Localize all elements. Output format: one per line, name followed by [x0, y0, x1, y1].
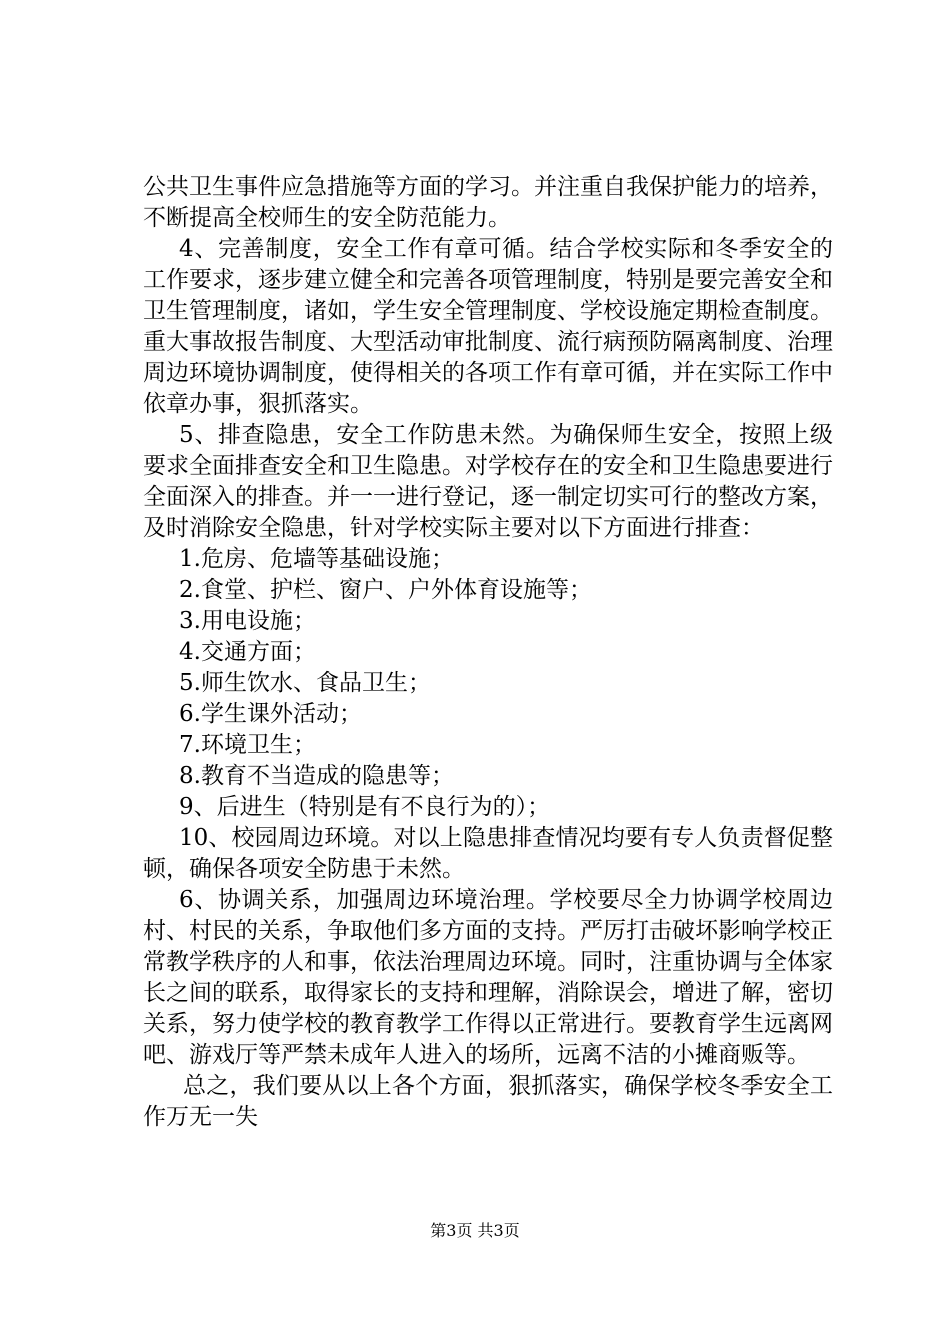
document-body — [143, 172, 833, 1133]
check-item-9: 9、后进生（特别是有不良行为的）； — [179, 794, 551, 820]
check-item-8: 8.教育不当造成的隐患等； — [179, 763, 454, 789]
page-number-footer: 第3页 共3页 — [430, 1221, 520, 1240]
paragraph-item-4: 4、完善制度，安全工作有章可循。结合学校实际和冬季安全的工作要求，逐步建立健全和完善各项管理制度，特别是要完善安全和卫生管理制度，诸如，学生安全管理制度、学校设施定期检查制度。重大事故报告制度、大型活动审批制度、流行病预防隔离制度、治理周边环境协调制度，使得相关的各项工作有章可循，并在实际工作中依章办事，狠抓落实。 — [143, 236, 833, 417]
check-item-1: 1.危房、危墙等基础设施； — [179, 546, 454, 572]
check-item-2: 2.食堂、护栏、窗户、户外体育设施等； — [179, 577, 592, 603]
paragraph-continuation: 公共卫生事件应急措施等方面的学习。并注重自我保护能力的培养，不断提高全校师生的安全防范能力。 — [143, 174, 833, 231]
check-item-6: 6.学生课外活动； — [179, 701, 362, 727]
check-item-7: 7.环境卫生； — [179, 732, 316, 758]
paragraph-item-5: 5、排查隐患，安全工作防患未然。为确保师生安全，按照上级要求全面排查安全和卫生隐患。对学校存在的安全和卫生隐患要进行全面深入的排查。并一一进行登记，逐一制定切实可行的整改方案，及时消除安全隐患，针对学校实际主要对以下方面进行排查： — [143, 422, 833, 541]
paragraph-item-6: 6、协调关系，加强周边环境治理。学校要尽全力协调学校周边村、村民的关系，争取他们多方面的支持。严厉打击破坏影响学校正常教学秩序的人和事，依法治理周边环境。同时，注重协调与全体家长之间的联系，取得家长的支持和理解，消除误会，增进了解，密切关系，努力使学校的教育教学工作得以正常进行。要教育学生远离网吧、游戏厅等严禁未成年人进入的场所，远离不洁的小摊商贩等。 — [143, 887, 833, 1068]
paragraph-conclusion: 总之，我们要从以上各个方面，狠抓落实，确保学校冬季安全工作万无一失 — [143, 1073, 833, 1130]
check-item-10: 10、校园周边环境。对以上隐患排查情况均要有专人负责督促整顿，确保各项安全防患于未然。 — [143, 825, 833, 882]
check-item-3: 3.用电设施； — [179, 608, 316, 634]
check-item-5: 5.师生饮水、食品卫生； — [179, 670, 431, 696]
check-item-4: 4.交通方面； — [179, 639, 316, 665]
